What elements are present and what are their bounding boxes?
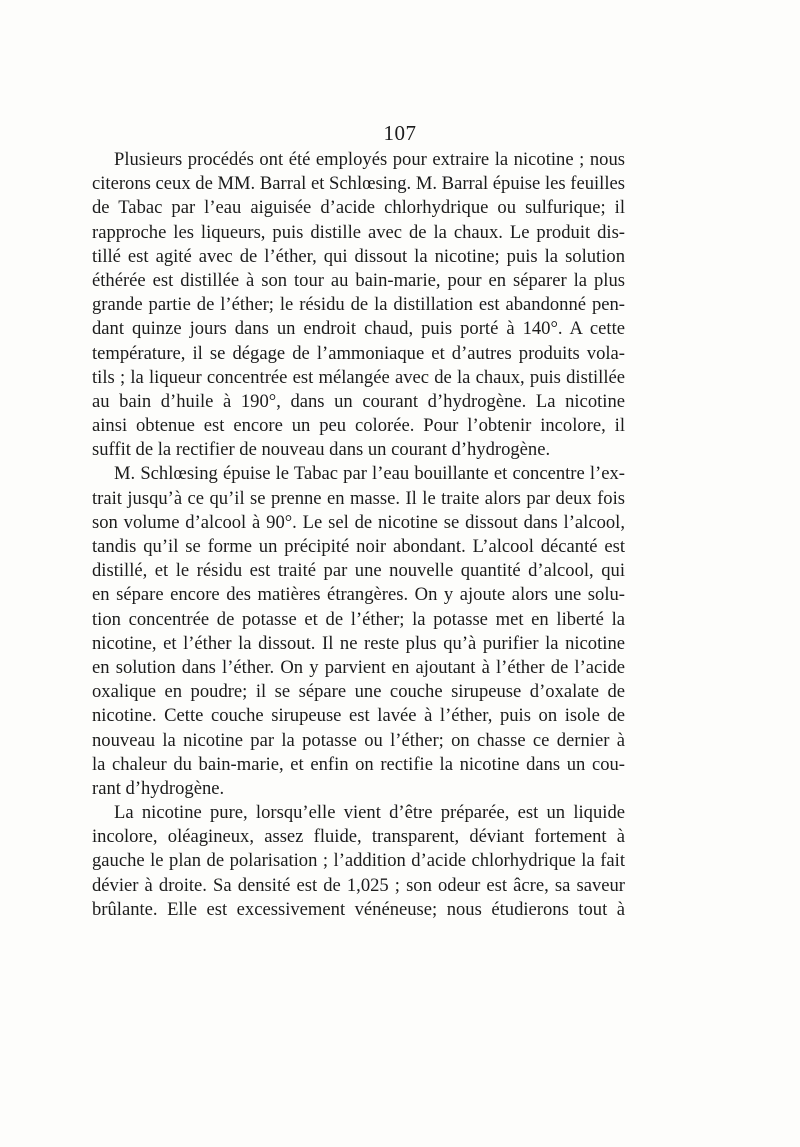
text-line: la chaleur du bain-marie, et enfin on rectifie la nicotine dans un cou- [92, 753, 625, 775]
text-line: au bain d’huile à 190°, dans un courant d’hydrogène. La nicotine [92, 390, 625, 412]
text-line: incolore, oléagineux, assez fluide, transparent, déviant fortement à [92, 826, 625, 848]
text-line: dant quinze jours dans un endroit chaud, puis porté à 140°. A cette [92, 318, 625, 340]
paragraph-1 [92, 148, 625, 462]
text-line: gauche le plan de polarisation ; l’addition d’acide chlorhydrique la fait [92, 850, 625, 872]
text-line: brûlante. Elle est excessivement vénéneuse; nous étudierons tout à [92, 898, 625, 920]
text-line: rapproche les liqueurs, puis distille avec de la chaux. Le produit dis- [92, 221, 625, 243]
text-line: M. Schlœsing épuise le Tabac par l’eau bouillante et concentre l’ex- [114, 463, 625, 485]
page-number: 107 [383, 121, 417, 145]
text-line: éthérée est distillée à son tour au bain-marie, pour en séparer la plus [92, 269, 625, 291]
text-line: grande partie de l’éther; le résidu de la distillation est abandonné pen- [92, 294, 625, 316]
text-line: de Tabac par l’eau aiguisée d’acide chlorhydrique ou sulfurique; il [92, 197, 625, 219]
paragraph-2 [92, 462, 625, 801]
text-line: Plusieurs procédés ont été employés pour extraire la nicotine ; nous [114, 149, 625, 170]
text-line: dévier à droite. Sa densité est de 1,025 ; son odeur est âcre, sa saveur [92, 874, 625, 896]
body-text [92, 148, 625, 922]
text-line: tils ; la liqueur concentrée est mélangée avec de la chaux, puis distillée [92, 366, 625, 388]
text-line: nicotine, et l’éther la dissout. Il ne reste plus qu’à purifier la nicotine [92, 632, 625, 654]
text-line: tandis qu’il se forme un précipité noir abondant. L’alcool décanté est [92, 536, 625, 557]
text-line: oxalique en poudre; il se sépare une couche sirupeuse d’oxalate de [92, 681, 625, 703]
text-line: suffit de la rectifier de nouveau dans un courant d’hydrogène. [92, 439, 551, 461]
text-line: La nicotine pure, lorsqu’elle vient d’être préparée, est un liquide [114, 802, 625, 824]
text-line: température, il se dégage de l’ammoniaque et d’autres produits vola- [92, 342, 625, 364]
text-line: en solution dans l’éther. On y parvient en ajoutant à l’éther de l’acide [92, 656, 625, 678]
text-line: distillé, et le résidu est traité par une nouvelle quantité d’alcool, qui [92, 560, 625, 582]
text-line: en sépare encore des matières étrangères. On y ajoute alors une solu- [92, 584, 625, 606]
text-line: trait jusqu’à ce qu’il se prenne en masse. Il le traite alors par deux fois [92, 487, 625, 509]
text-line: son volume d’alcool à 90°. Le sel de nicotine se dissout dans l’alcool, [92, 511, 625, 533]
text-line: tion concentrée de potasse et de l’éther; la potasse met en liberté la [92, 608, 625, 630]
text-line: rant d’hydrogène. [92, 777, 225, 799]
text-line: ainsi obtenue est encore un peu colorée. Pour l’obtenir incolore, il [92, 415, 625, 437]
paragraph-3 [92, 801, 625, 922]
text-line: citerons ceux de MM. Barral et Schlœsing. M. Barral épuise les feuilles [92, 173, 625, 195]
text-line: nouveau la nicotine par la potasse ou l’éther; on chasse ce dernier à [92, 729, 625, 751]
text-line: nicotine. Cette couche sirupeuse est lavée à l’éther, puis on isole de [92, 705, 625, 727]
text-line: tillé est agité avec de l’éther, qui dissout la nicotine; puis la solution [92, 245, 625, 267]
